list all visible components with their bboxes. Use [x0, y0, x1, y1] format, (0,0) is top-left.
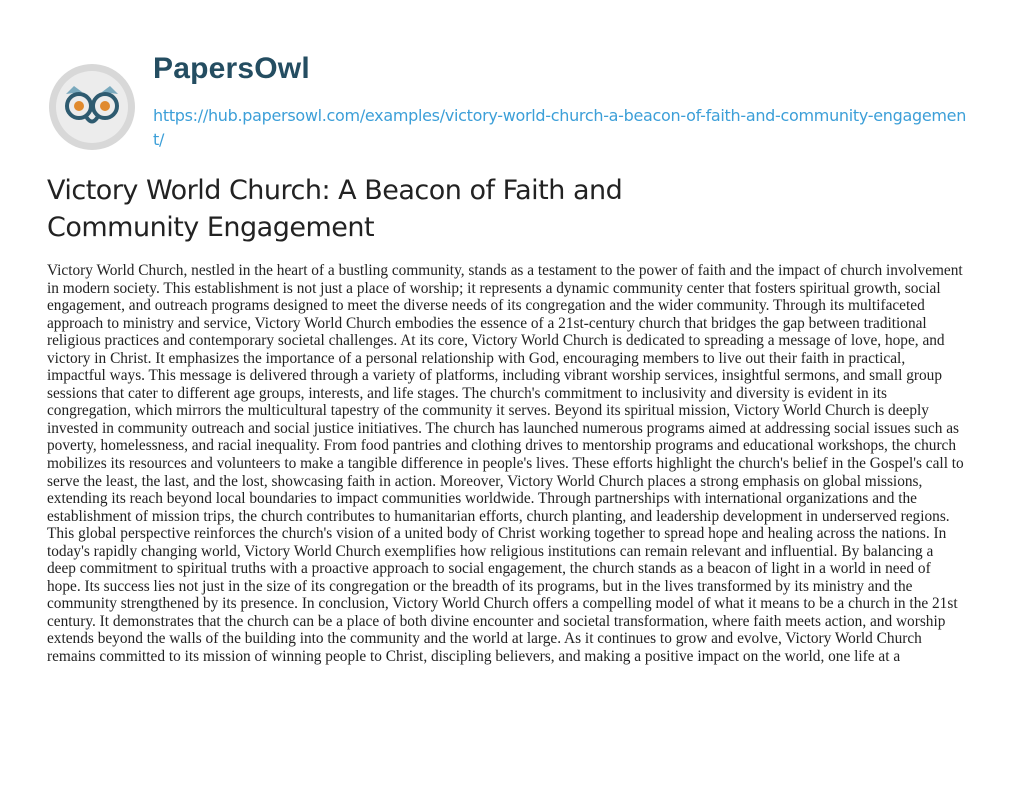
article-body: Victory World Church, nestled in the heart of a bustling community, stands as a testament to the power of faith and the impact of church involvement in modern society. This establishment is not just a place of worship; it represents a dynamic community center that fosters spiritual growth, social engagement, and outreach programs designed to meet the diverse needs of its congregation and the wider community. Through its multifaceted approach to ministry and service, Victory World Church embodies the essence of a 21st-century church that bridges the gap between traditional religious practices and contemporary societal challenges. At its core, Victory World Church is dedicated to spreading a message of love, hope, and victory in Christ. It emphasizes the importance of a personal relationship with God, encouraging members to live out their faith in practical, impactful ways. This message is delivered through a variety of platforms, including vibrant worship services, insightful sermons, and small group sessions that cater to different age groups, interests, and life stages. The church's commitment to inclusivity and diversity is evident in its congregation, which mirrors the multicultural tapestry of the community it serves. Beyond its spiritual mission, Victory World Church is deeply invested in community outreach and social justice initiatives. The church has launched numerous programs aimed at addressing social issues such as poverty, homelessness, and racial inequality. From food pantries and clothing drives to mentorship programs and educational workshops, the church mobilizes its resources and volunteers to make a tangible difference in people's lives. These efforts highlight the church's belief in the Gospel's call to serve the least, the last, and the lost, showcasing faith in action. Moreover, Victory World Church places a strong emphasis on global missions, extending its reach beyond local boundaries to impact communities worldwide. Through partnerships with international organizations and the establishment of mission trips, the church contributes to humanitarian efforts, church planting, and leadership development in underserved regions. This global perspective reinforces the church's vision of a united body of Christ working together to spread hope and healing across the nations. In today's rapidly changing world, Victory World Church exemplifies how religious institutions can remain relevant and influential. By balancing a deep commitment to spiritual truths with a proactive approach to social engagement, the church stands as a beacon of light in a world in need of hope. Its success lies not just in the size of its congregation or the breadth of its programs, but in the lives transformed by its ministry and the community strengthened by its presence. In conclusion, Victory World Church offers a compelling model of what it means to be a church in the 21st century. It demonstrates that the church can be a place of both divine encounter and societal transformation, where faith meets action, and worship extends beyond the walls of the building into the community and the world at large. As it continues to grow and evolve, Victory World Church remains committed to its mission of winning people to Christ, discipling believers, and making a positive impact on the world, one life at a: [47, 262, 964, 666]
page-header: [0, 0, 1024, 168]
owl-logo-icon[interactable]: [47, 62, 137, 152]
source-url-link[interactable]: https://hub.papersowl.com/examples/victory-world-church-a-beacon-of-faith-and-community-engagement/: [153, 106, 967, 149]
site-brand-name[interactable]: PapersOwl: [153, 52, 310, 85]
article-title: Victory World Church: A Beacon of Faith and Community Engagement: [47, 175, 623, 243]
